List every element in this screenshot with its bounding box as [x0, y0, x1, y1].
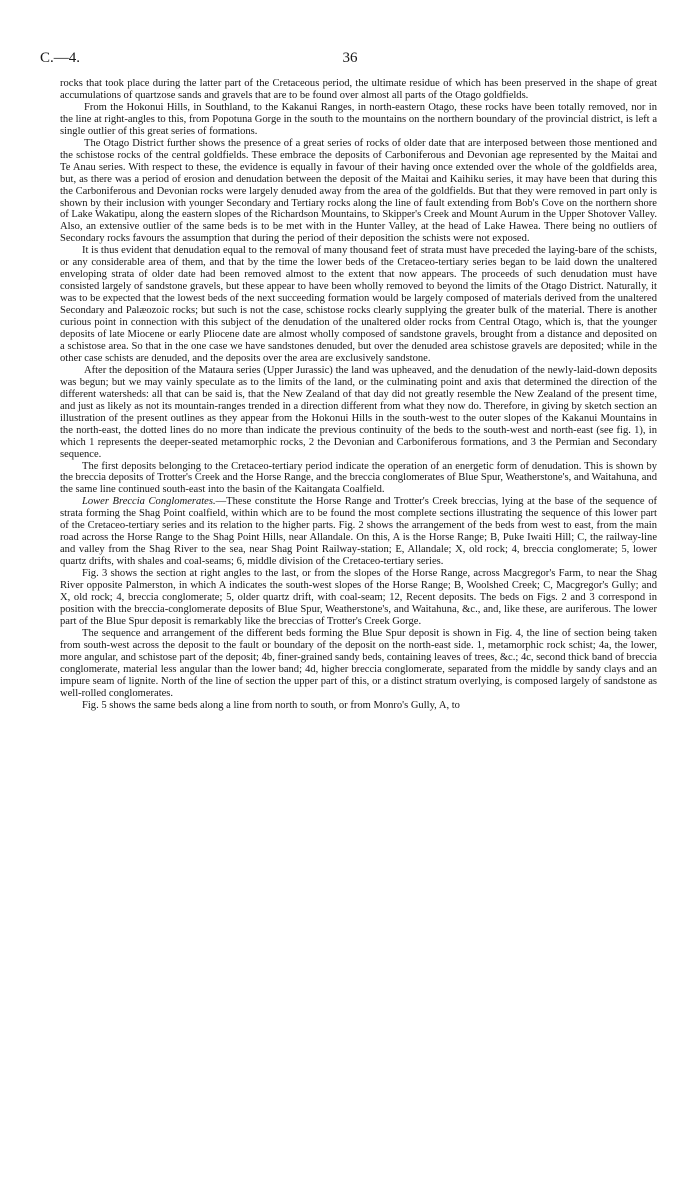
body-text: [60, 78, 657, 712]
paragraph: Fig. 5 shows the same beds along a line from north to south, or from Monro's Gully, A, to: [82, 699, 460, 711]
section-heading: Lower Breccia Conglomerates.: [82, 496, 216, 508]
paragraph: [60, 496, 657, 568]
paragraph-text: —These constitute the Horse Range and Trotter's Creek breccias, lying at the base of the sequence of strata forming the Shag Point coalfield, within which are to be found the most complete sections illustrating the sequence of this lower part of the Cretaceo-tertiary series and its relation to the higher parts. Fig. 2 shows the arrangement of the beds from west to east, from the main road across the Horse Range to the Shag Point Hills, near Allandale. On this, A is the Horse Range; B, Puke Iwaiti Hill; C, the railway-line and valley from the Shag River to the sea, near Shag Point Railway-station; E, Allandale; X, old rock; 4, breccia conglomerate; 5, lower quartz drifts, with shales and coal-seams; 6, middle division of the Cretaceo-tertiary series.: [60, 496, 657, 568]
page-number: 36: [342, 50, 358, 66]
paragraph: From the Hokonui Hills, in Southland, to the Kakanui Ranges, in north-eastern Otago, these rocks have been totally removed, nor in the line at right-angles to this, from Popotuna Gorge in the south to the mountains on the northern boundary of the provincial district, is left a single outlier of this great series of formations.: [60, 101, 657, 137]
paragraph: The Otago District further shows the presence of a great series of rocks of older date that are interposed between those mentioned and the schistose rocks of the central goldfields. These embrace the deposits of Carboniferous and Devonian age represented by the Maitai and Te Anau series. With respect to these, the evidence is equally in favour of their having once extended over the whole of the goldfields area, but, as there was a period of erosion and denudation between the deposit of the Maitai and Kaihiku series, it may have been that during this the Carboniferous and Devonian rocks were largely denuded away from the area of the goldfields. But that they were removed in part only is shown by their inclusion with younger Secondary and Tertiary rocks along the line of fault extending from Bob's Cove on the northern shore of Lake Wakatipu, along the eastern slopes of the Richardson Mountains, to Skipper's Creek and Mount Aurum in the Upper Shotover Valley. Also, an extensive outlier of the same beds is to be met with in the Hunter Valley, at the head of Lake Hawea. There being no outliers of Secondary rocks favours the assumption that during the period of their deposition the schists were not exposed.: [60, 137, 657, 245]
paragraph: It is thus evident that denudation equal to the removal of many thousand feet of strata must have preceded the laying-bare of the schists, or any considerable area of them, and that by the time the lower beds of the Cretaceo-tertiary series began to be laid down the unaltered enveloping strata of older date had been removed almost to the extent that now appears. The proceeds of such denudation must have consisted largely of sandstone gravels, but these appear to have been wholly removed to beyond the limits of the Otago District. Naturally, it was to be expected that the lowest beds of the next succeeding formation would be largely composed of materials derived from the unaltered Secondary and Palæozoic rocks; but such is not the case, schistose rocks clearly supplying the greater bulk of the material. There is another curious point in connection with this subject of the denudation of the unaltered older rocks from Central Otago, which is, that the younger deposits of late Miocene or early Pliocene date are almost wholly composed of sandstone gravels, brought from a distance and deposited on a schistose area. So that in the one case we have sandstones denuded, but over the denuded area schistose gravels are deposited; while in the other case schists are denuded, and the deposits over the area are exclusively sandstone.: [60, 245, 657, 364]
page-header: [40, 50, 660, 68]
document-reference: C.—4.: [40, 50, 81, 66]
paragraph: After the deposition of the Mataura series (Upper Jurassic) the land was upheaved, and the denudation of the newly-laid-down deposits was begun; but we may vainly speculate as to the limits of the land, or the culminating point and axis that determined the direction of the different watersheds: all that can be said is, that the New Zealand of that day did not greatly resemble the New Zealand of the present time, and just as likely as not its mountain-ranges trended in a direction different from what they now do. Therefore, in giving by sketch section an illustration of the present outlines as they appear from the Hokonui Hills in the south-west to the outer slopes of the Kakanui Mountains in the north-east, the dotted lines do no more than indicate the previous continuity of the beds to the south-west and north-east (see fig. 1), in which 1 represents the deeper-seated metamorphic rocks, 2 the Devonian and Carboniferous formations, and 3 the Permian and Secondary sequence.: [60, 364, 657, 460]
paragraph: rocks that took place during the latter part of the Cretaceous period, the ultimate residue of which has been preserved in the shape of great accumulations of quartzose sands and gravels that are to be found over almost all parts of the Otago goldfields.: [60, 78, 657, 101]
paragraph: The first deposits belonging to the Cretaceo-tertiary period indicate the operation of an energetic form of denudation. This is shown by the breccia deposits of Trotter's Creek and the Horse Range, and the breccia conglomerates of Blue Spur, Weatherstone's, and Waitahuna, and the same line continued south-east into the basin of the Kaitangata Coalfield.: [60, 460, 657, 496]
paragraph: Fig. 3 shows the section at right angles to the last, or from the slopes of the Horse Range, across Macgregor's Farm, to near the Shag River opposite Palmerston, in which A indicates the south-west slopes of the Horse Range; B, Woolshed Creek; C, Macgregor's Gully; and X, old rock; 4, breccia conglomerate; 5, older quartz drift, with coal-seam; 12, Recent deposits. The beds on Figs. 2 and 3 correspond in position with the breccia-conglomerate deposits of Blue Spur, Weatherstone's, and Waitahuna, &c., and, like these, are auriferous. The lower part of the Blue Spur deposit is remarkably like the breccias of Trotter's Creek Gorge.: [60, 568, 657, 627]
paragraph: The sequence and arrangement of the different beds forming the Blue Spur deposit is shown in Fig. 4, the line of section being taken from south-west across the deposit to the fault or boundary of the deposit on the north-east side. 1, metamorphic rock schist; 4a, the lower, more angular, and schistose part of the deposit; 4b, finer-grained sandy beds, containing leaves of trees, &c.; 4c, second thick band of breccia conglomerate, material less angular than the lower band; 4d, higher breccia conglomerate, separated from the middle by sandy clays and an impure seam of lignite. North of the line of section the upper part of this, or a distinct stratum overlying, is composed largely of sandstone as well-rolled conglomerates.: [60, 627, 657, 699]
